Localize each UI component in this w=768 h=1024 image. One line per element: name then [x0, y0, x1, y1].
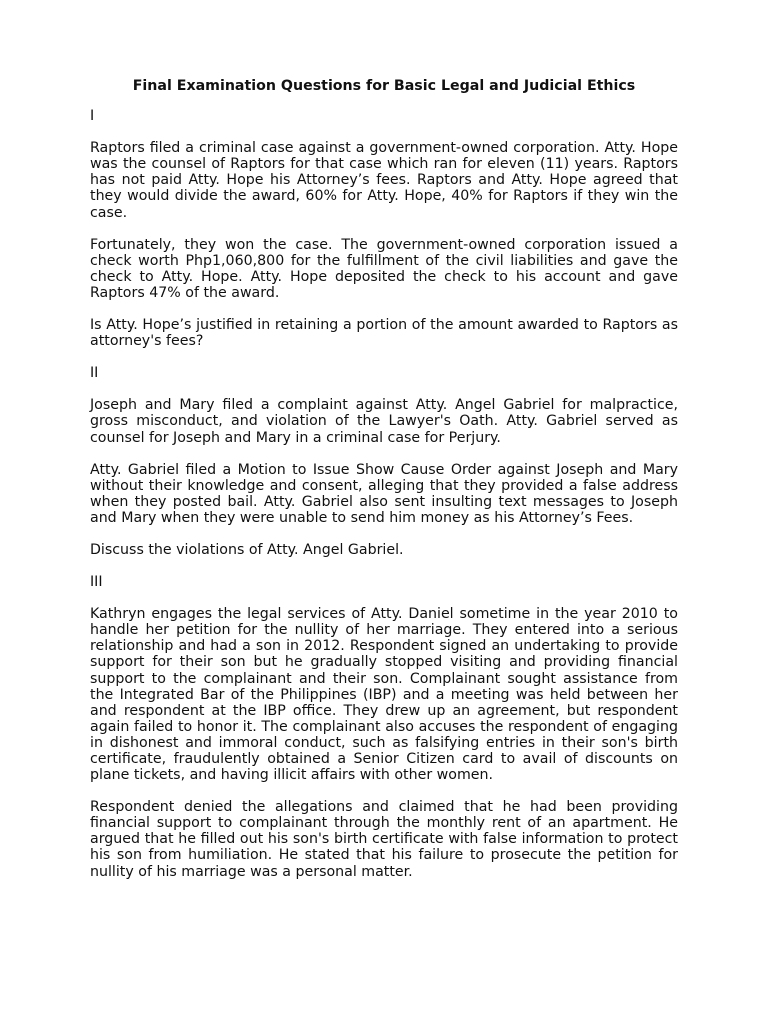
question-paragraph: Fortunately, they won the case. The government-owned corporation issued a check worth Php1,060,800 for the fulfillment of the civil liabilities and gave the check to Atty. Hope. Atty. Hope deposited the check to his account and gave Raptors 47% of the award.: [90, 236, 678, 301]
question-paragraph: Kathryn engages the legal services of Atty. Daniel sometime in the year 2010 to handle her petition for the nullity of her marriage. They entered into a serious relationship and had a son in 2012. Respondent signed an undertaking to provide support for their son but he gradually stopped visiting and providing financial support to the complainant and their son. Complainant sought assistance from the Integrated Bar of the Philippines (IBP) and a meeting was held between her and respondent at the IBP office. They drew up an agreement, but respondent again failed to honor it. The complainant also accuses the respondent of engaging in dishonest and immoral conduct, such as falsifying entries in their son's birth certificate, fraudulently obtained a Senior Citizen card to avail of discounts on plane tickets, and having illicit affairs with other women.: [90, 606, 678, 784]
section-numeral: II: [90, 365, 99, 382]
section-numeral: I: [90, 108, 95, 125]
question-prompt: Discuss the violations of Atty. Angel Gabriel.: [90, 541, 404, 558]
question-paragraph: Atty. Gabriel filed a Motion to Issue Show Cause Order against Joseph and Mary without their knowledge and consent, alleging that they provided a false address when they posted bail. Atty. Gabriel also sent insulting text messages to Joseph and Mary when they were unable to send him money as his Attorney’s Fees.: [90, 461, 678, 526]
question-paragraph: Respondent denied the allegations and claimed that he had been providing financial support to complainant through the monthly rent of an apartment. He argued that he filled out his son's birth certificate with false information to protect his son from humiliation. He stated that his failure to prosecute the petition for nullity of his marriage was a personal matter.: [90, 799, 678, 880]
question-paragraph: Raptors filed a criminal case against a government-owned corporation. Atty. Hope was the counsel of Raptors for that case which ran for eleven (11) years. Raptors has not paid Atty. Hope his Attorney’s fees. Raptors and Atty. Hope agreed that they would divide the award, 60% for Atty. Hope, 40% for Raptors if they win the case.: [90, 140, 678, 221]
question-paragraph: Joseph and Mary filed a complaint against Atty. Angel Gabriel for malpractice, gross misconduct, and violation of the Lawyer's Oath. Atty. Gabriel served as counsel for Joseph and Mary in a criminal case for Perjury.: [90, 397, 678, 446]
question-section-3: [90, 574, 678, 880]
question-prompt: Is Atty. Hope’s justified in retaining a portion of the amount awarded to Raptors as attorney's fees?: [90, 317, 678, 350]
question-section-2: [90, 365, 678, 558]
section-numeral: III: [90, 574, 103, 591]
document-title: Final Examination Questions for Basic Legal and Judicial Ethics: [132, 78, 636, 94]
question-section-1: [90, 108, 678, 349]
